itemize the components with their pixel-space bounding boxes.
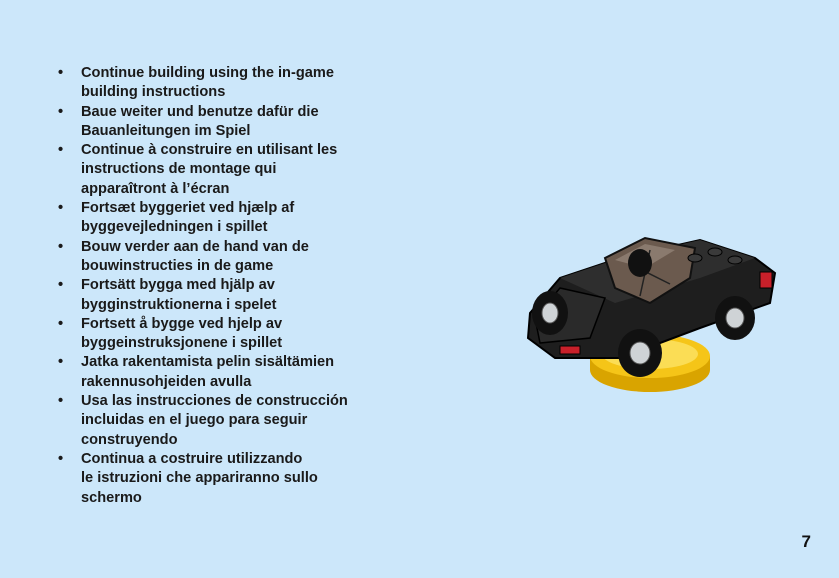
instruction-line: byggevejledningen i spillet [81,219,268,236]
instruction-line: bygginstruktionerna i spelet [81,296,277,313]
instruction-item [56,64,386,103]
car-model-illustration [520,218,785,398]
instruction-line: schermo [81,489,142,506]
instruction-list [56,64,386,508]
bullet-icon: • [58,65,64,81]
instruction-line: Continua a costruire utilizzando [81,450,303,467]
wheel-rear-left [628,249,652,277]
instruction-line: instructions de montage qui [81,161,277,178]
instruction-line: byggeinstruksjonene i spillet [81,335,283,352]
instruction-line: rakennusohjeiden avulla [81,373,252,390]
bullet-icon: • [58,142,64,159]
bullet-icon: • [58,238,64,255]
instruction-line: construyendo [81,431,178,448]
instruction-item [56,276,386,315]
page-number: 7 [801,532,811,551]
bullet-icon: • [58,277,64,294]
instruction-line: Jatka rakentamista pelin sisältämien [81,354,335,371]
instruction-line: Continue building using the in-game [81,65,334,81]
bullet-icon: • [58,450,64,467]
bullet-icon: • [58,393,64,410]
wheel-front-left [532,291,568,335]
instruction-line: incluidas en el juego para seguir [81,412,308,429]
instruction-line: Fortsätt bygga med hjälp av [81,277,275,294]
instruction-item [56,315,386,354]
bullet-icon: • [58,200,64,217]
wheel-front-right [618,329,662,377]
instruction-line: Bouw verder aan de hand van de [81,238,309,255]
instruction-line: Fortsett å bygge ved hjelp av [81,315,283,332]
instruction-item [56,450,386,508]
instruction-line: Bauanleitungen im Spiel [81,122,251,139]
wheel-rear-right [715,296,755,340]
instruction-line: Baue weiter und benutze dafür die [81,103,319,120]
instruction-line: Fortsæt byggeriet ved hjælp af [81,200,295,217]
instruction-line: Usa las instrucciones de construcción [81,393,348,410]
instruction-item [56,141,386,199]
bullet-icon: • [58,103,64,120]
instruction-item [56,238,386,277]
instruction-item [56,199,386,238]
instruction-line: bouwinstructies in de game [81,257,274,274]
instruction-line: Continue à construire en utilisant les [81,142,338,159]
tail-light-front [560,346,580,354]
instruction-line: apparaîtront à l’écran [81,180,230,197]
instruction-item [56,353,386,392]
instruction-line: le istruzioni che appariranno sullo [81,470,318,487]
bullet-icon: • [58,354,64,371]
tail-light-left [760,272,772,288]
instruction-item [56,392,386,450]
instruction-line: building instructions [81,84,226,101]
instruction-item [56,103,386,142]
bullet-icon: • [58,315,64,332]
